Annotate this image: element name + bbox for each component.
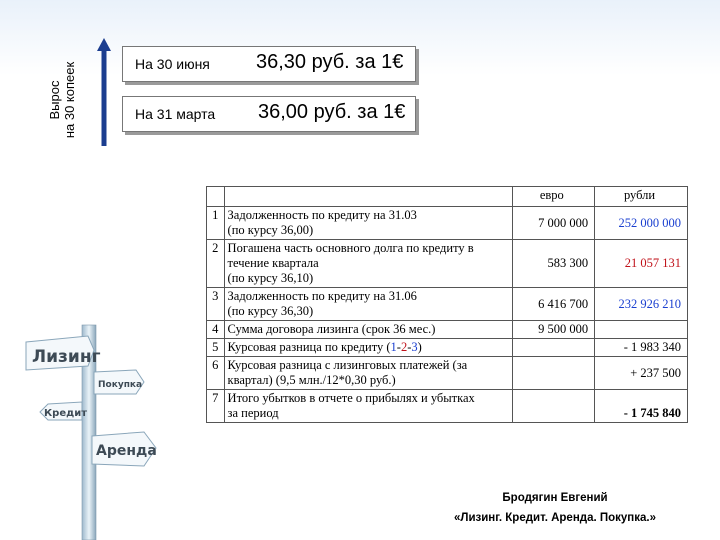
desc-line: Итого убытков в отчете о прибылях и убытках: [227, 391, 475, 405]
loan-table: [206, 186, 688, 423]
row-number: 1: [207, 207, 225, 240]
signpost-illustration: [20, 320, 180, 540]
row-number: 3: [207, 288, 225, 321]
header-rub: рубли: [595, 187, 688, 207]
row-number: 4: [207, 321, 225, 339]
up-arrow-icon: [96, 38, 112, 148]
header-cell-desc: [224, 187, 512, 207]
desc-line: Задолженность по кредиту на 31.03: [227, 208, 417, 222]
table-row: [207, 390, 688, 423]
table-row: [207, 207, 688, 240]
row-number: 2: [207, 240, 225, 288]
cell-rub: [595, 207, 688, 240]
growth-label-line1: Вырос: [47, 80, 62, 120]
cell-rub: - 1 983 340: [595, 339, 688, 357]
desc-line: (по курсу 36,10): [227, 271, 314, 285]
desc-line: квартал) (9,5 млн./12*0,30 руб.): [227, 373, 396, 387]
cell-eur: [512, 390, 595, 423]
header-eur: евро: [512, 187, 595, 207]
cell-eur: [512, 357, 595, 390]
table-row: [207, 288, 688, 321]
ref-row-2: 2: [400, 340, 408, 354]
desc-line: Погашена часть основного долга по кредиту в: [227, 241, 474, 255]
row-description: [224, 240, 512, 288]
footer: [420, 488, 690, 528]
ref-dash: -: [407, 340, 412, 354]
footer-author: Бродягин Евгений: [502, 492, 608, 504]
value-rub: 21 057 131: [624, 256, 681, 270]
desc-line: Сумма договора лизинга (срок 36 мес.): [227, 322, 436, 336]
cell-eur: 583 300: [512, 240, 595, 288]
rate-value: 36,00 руб. за 1€: [258, 101, 406, 123]
table-row: [207, 321, 688, 339]
sign-leasing-text: Лизинг: [32, 347, 101, 367]
sign-credit-text: Кредит: [44, 408, 87, 419]
rate-value: 36,30 руб. за 1€: [256, 51, 404, 73]
cell-eur: [512, 339, 595, 357]
value-rub: 232 926 210: [618, 296, 681, 311]
cell-rub: [595, 240, 688, 288]
growth-label-line2: на 30 копеек: [62, 61, 77, 139]
row-description: [224, 390, 512, 423]
desc-line: течение квартала: [227, 256, 319, 270]
row-number: 7: [207, 390, 225, 423]
growth-label: [42, 50, 82, 150]
footer-company: «Лизинг. Кредит. Аренда. Покупка.»: [453, 512, 656, 524]
row-description: [224, 288, 512, 321]
desc-line: (по курсу 36,00): [227, 223, 314, 237]
desc-line: за период: [227, 406, 279, 420]
cell-rub: [595, 321, 688, 339]
cell-eur: 6 416 700: [512, 288, 595, 321]
ref-dash: -: [396, 340, 401, 354]
value-rub: 252 000 000: [618, 215, 681, 230]
table-row: [207, 339, 688, 357]
row-number: 6: [207, 357, 225, 390]
rate-box-march: [122, 96, 416, 132]
row-description: [224, 321, 512, 339]
cell-rub: + 237 500: [595, 357, 688, 390]
cell-rub-total: - 1 745 840: [595, 390, 688, 423]
row-description: [224, 357, 512, 390]
row-description: [224, 207, 512, 240]
rate-box-june: [122, 46, 416, 82]
cell-rub: [595, 288, 688, 321]
desc-line: Курсовая разница с лизинговых платежей (за: [227, 358, 468, 372]
table-row: [207, 357, 688, 390]
desc-prefix: Курсовая разница по кредиту (: [227, 340, 391, 354]
row-number: 5: [207, 339, 225, 357]
table-row: [207, 240, 688, 288]
desc-line: (по курсу 36,30): [227, 304, 314, 318]
rate-date: На 31 марта: [135, 106, 216, 122]
row-description: [224, 339, 512, 357]
table-header-row: [207, 187, 688, 207]
header-cell-num: [207, 187, 225, 207]
cell-eur: 7 000 000: [512, 207, 595, 240]
desc-line: Задолженность по кредиту на 31.06: [227, 289, 417, 303]
ref-row-1: 1: [390, 340, 397, 354]
desc-suffix: ): [417, 340, 422, 354]
ref-row-3: 3: [411, 340, 418, 354]
sign-rent-text: Аренда: [96, 443, 157, 459]
cell-eur: 9 500 000: [512, 321, 595, 339]
sign-purchase-text: Покупка: [98, 380, 143, 390]
rate-date: На 30 июня: [135, 56, 210, 72]
